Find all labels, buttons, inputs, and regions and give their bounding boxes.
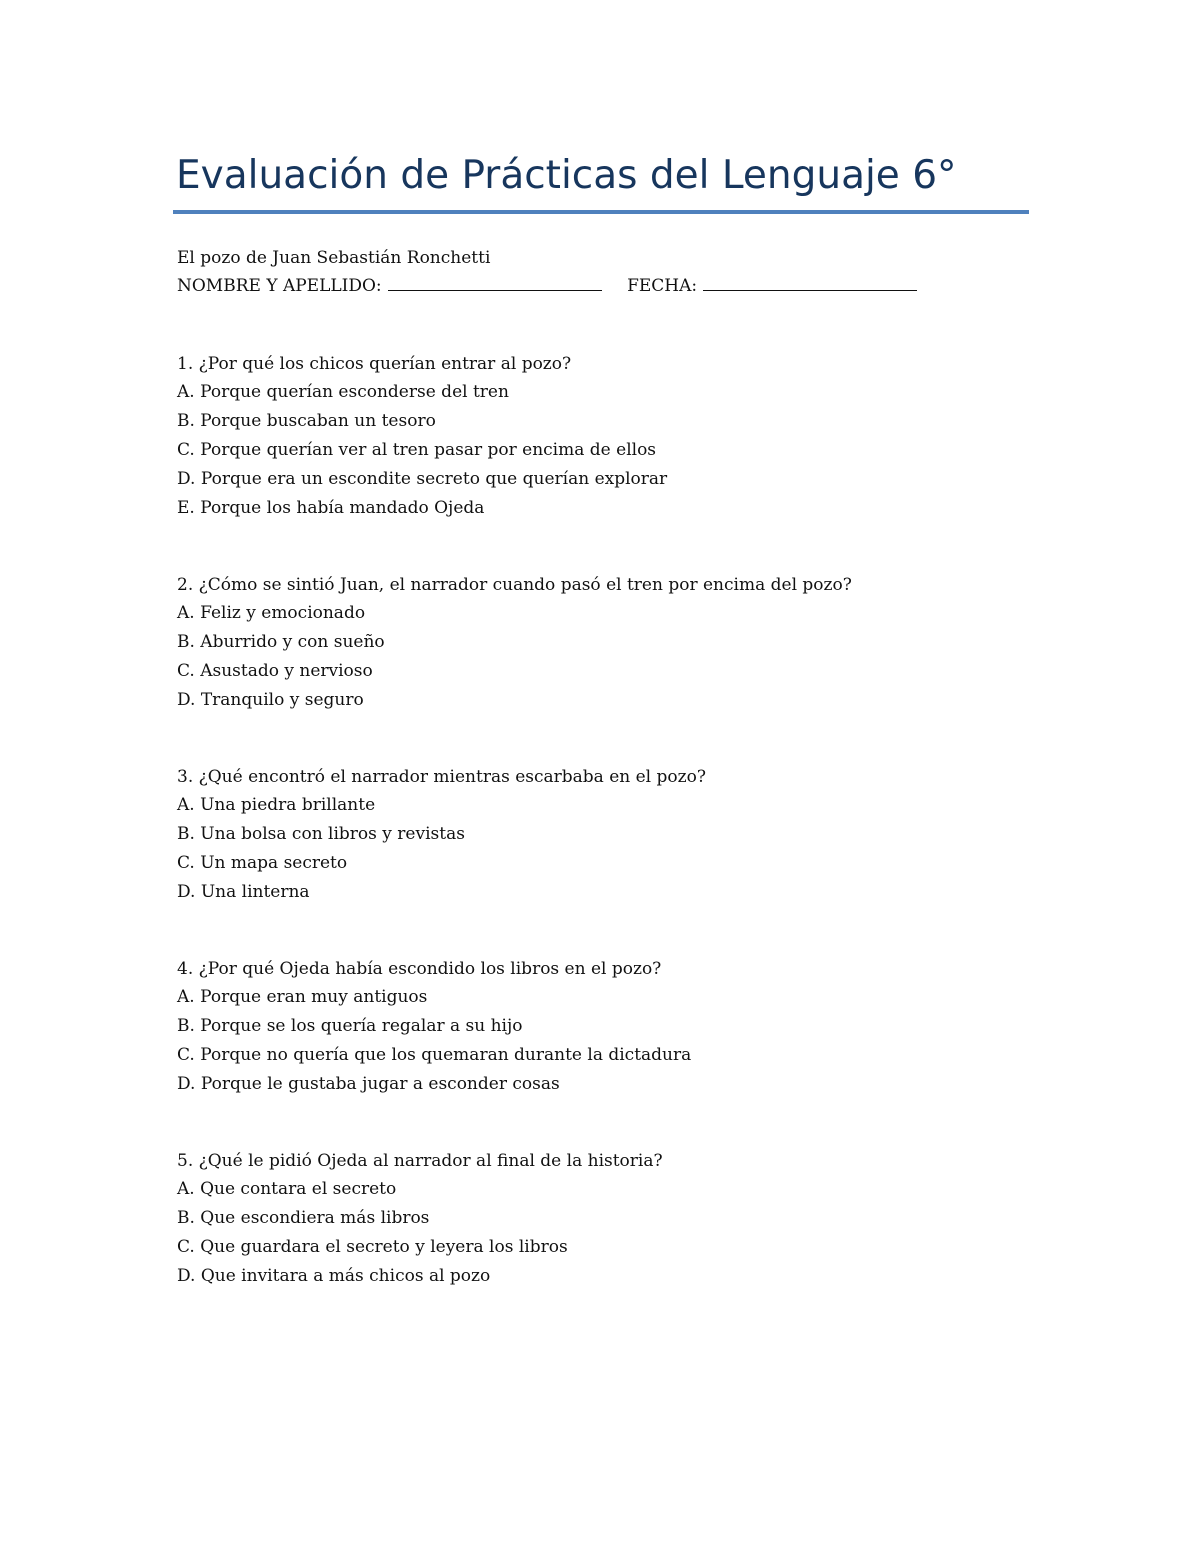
question-4 xyxy=(177,955,1077,1099)
answer-option: D. Porque le gustaba jugar a esconder cosas xyxy=(177,1074,560,1094)
date-label: FECHA: xyxy=(627,276,698,296)
answer-option: A. Una piedra brillante xyxy=(177,795,376,815)
question-2 xyxy=(177,571,1077,715)
name-blank[interactable] xyxy=(388,273,602,291)
answer-option: A. Feliz y emocionado xyxy=(177,603,366,623)
answer-option: D. Tranquilo y seguro xyxy=(177,690,364,710)
name-label: NOMBRE Y APELLIDO: xyxy=(177,276,382,296)
answer-option: C. Un mapa secreto xyxy=(177,853,348,873)
answer-option: B. Porque se los quería regalar a su hijo xyxy=(177,1016,523,1036)
answer-option: D. Una linterna xyxy=(177,882,310,902)
answer-option: C. Porque querían ver al tren pasar por encima de ellos xyxy=(177,440,657,460)
question-3 xyxy=(177,763,1077,907)
date-field xyxy=(627,272,917,300)
student-fields xyxy=(177,272,1077,300)
document-title: Evaluación de Prácticas del Lenguaje 6° xyxy=(176,153,957,198)
answer-option: A. Que contara el secreto xyxy=(177,1179,397,1199)
question-text: 1. ¿Por qué los chicos querían entrar al pozo? xyxy=(177,354,572,374)
answer-option: B. Que escondiera más libros xyxy=(177,1208,430,1228)
answer-option: D. Que invitara a más chicos al pozo xyxy=(177,1266,491,1286)
question-text: 5. ¿Qué le pidió Ojeda al narrador al final de la historia? xyxy=(177,1151,663,1171)
question-text: 4. ¿Por qué Ojeda había escondido los libros en el pozo? xyxy=(177,959,662,979)
question-5 xyxy=(177,1147,1077,1291)
answer-option: C. Que guardara el secreto y leyera los libros xyxy=(177,1237,568,1257)
answer-option: A. Porque eran muy antiguos xyxy=(177,987,428,1007)
answer-option: B. Aburrido y con sueño xyxy=(177,632,385,652)
date-blank[interactable] xyxy=(703,273,917,291)
story-title: El pozo de Juan Sebastián Ronchetti xyxy=(177,248,491,268)
answer-option: D. Porque era un escondite secreto que querían explorar xyxy=(177,469,668,489)
document-body xyxy=(177,244,1077,1291)
answer-option: B. Una bolsa con libros y revistas xyxy=(177,824,465,844)
title-underline xyxy=(173,210,1029,214)
question-1 xyxy=(177,350,1077,523)
answer-option: A. Porque querían esconderse del tren xyxy=(177,382,509,402)
question-text: 3. ¿Qué encontró el narrador mientras escarbaba en el pozo? xyxy=(177,767,706,787)
answer-option: B. Porque buscaban un tesoro xyxy=(177,411,436,431)
answer-option: C. Asustado y nervioso xyxy=(177,661,373,681)
question-text: 2. ¿Cómo se sintió Juan, el narrador cuando pasó el tren por encima del pozo? xyxy=(177,575,852,595)
answer-option: E. Porque los había mandado Ojeda xyxy=(177,498,485,518)
answer-option: C. Porque no quería que los quemaran durante la dictadura xyxy=(177,1045,692,1065)
